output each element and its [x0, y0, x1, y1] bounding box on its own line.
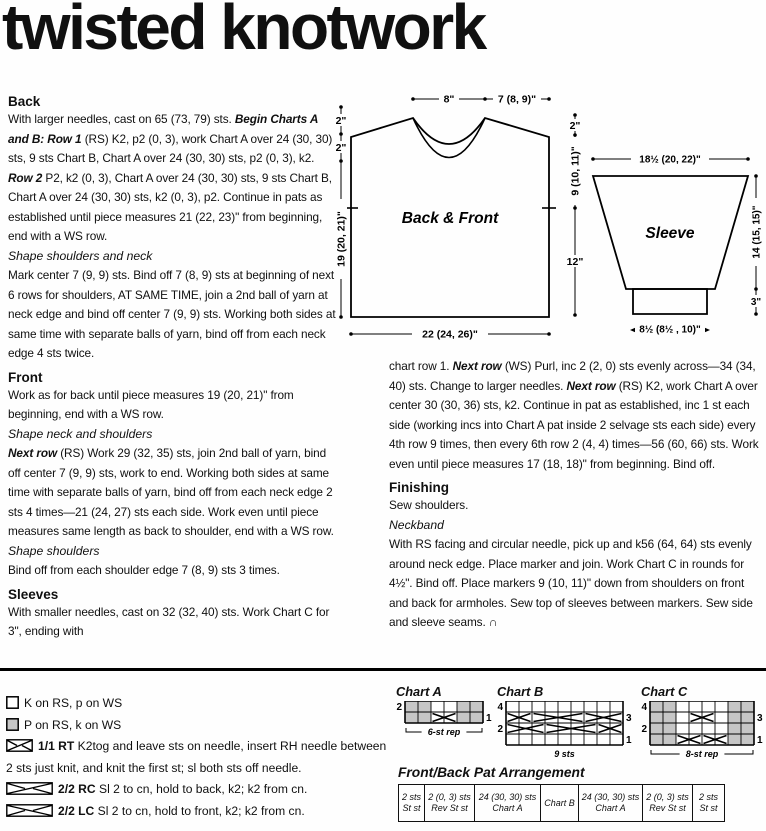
svg-text:2: 2 — [396, 702, 402, 713]
pat-cell: 2 (0, 3) sts Rev St st — [425, 785, 475, 822]
svg-text:1: 1 — [486, 713, 492, 724]
neckband-subheading: Neckband — [389, 517, 444, 532]
pat-arrangement-table — [398, 784, 725, 822]
key-lc: 2/2 LC Sl 2 to cn, hold to front, k2; k2 from cn. — [6, 801, 394, 823]
chart-b-title: Chart B — [497, 684, 544, 699]
dim-sleeve-length: 14 (15, 15)" — [751, 205, 763, 259]
right-column — [389, 357, 763, 633]
svg-text:4: 4 — [641, 702, 647, 713]
page-title: twisted knotwork — [2, 0, 485, 63]
finishing-heading: Finishing — [389, 480, 449, 495]
dim-side-length: 12" — [566, 256, 584, 268]
key-rc: 2/2 RC Sl 2 to cn, hold to back, k2; k2 from cn. — [6, 779, 394, 801]
svg-text:9 sts: 9 sts — [554, 749, 575, 759]
key-rt: 1/1 RT K2tog and leave sts on needle, insert RH needle between 2 sts just knit, and knit the first st; sl both sts off needle. — [6, 739, 387, 775]
svg-text:2: 2 — [641, 724, 647, 735]
section-divider — [0, 668, 766, 671]
1-1-rt-cable-icon — [6, 739, 33, 752]
dim-left-top-b: 2" — [335, 142, 347, 154]
neckband-instructions: With RS facing and circular needle, pick up and k56 (64, 64) sts evenly around neck edge. Place marker and join. Work Chart C in rounds for 4½". Bind off. Place markers 9 (10, 11)" down from shoulders on front and back for armholes. Sew top of sleeves between markers. Sew side and sleeve seams. ∩ — [389, 537, 753, 629]
sleeves-instructions-continued: chart row 1. Next row (WS) Purl, inc 2 (2, 0) sts evenly across—34 (34, 40) sts. Change to larger needles. Next row (RS) K2, work Chart A over center 30 (30, 36) sts, k2. Continue in pat as established, inc 1 st each side (working incs into Chart A pat inside 2 selvage sts each side) every 4th row 9 times, then every 6th row 2 (4, 4) times—56 (60, 66) sts. Work even until piece measures 17 (18, 18)" from beginning. Bind off. — [389, 359, 759, 471]
pat-cell: 24 (30, 30) sts Chart A — [579, 785, 643, 822]
dim-bottom-width: 22 (24, 26)" — [422, 328, 478, 341]
dim-sleeve-top-width: 18½ (20, 22)" — [639, 154, 701, 166]
pat-cell: Chart B — [541, 785, 579, 822]
svg-text:3: 3 — [626, 713, 632, 724]
chart-c-title: Chart C — [641, 684, 688, 699]
chart-b — [497, 684, 632, 767]
sleeve-label: Sleeve — [645, 225, 695, 242]
dim-shoulder-width: 7 (8, 9)" — [497, 93, 537, 106]
front-heading: Front — [8, 369, 43, 385]
chart-a-grid — [396, 701, 492, 745]
svg-text:1: 1 — [626, 735, 632, 746]
svg-text:4: 4 — [497, 702, 503, 713]
back-heading: Back — [8, 94, 41, 109]
back-instructions: With larger needles, cast on 65 (73, 79) sts. Begin Charts A and B: Row 1 (RS) K2, p2 (0, 3), work Chart A over 24 (30, 30) sts, 9 sts Chart B, Chart A over 24 (30, 30) sts, p2 (0, 3), k2. Row 2 P2, k2 (0, 3), Chart A over 24 (30, 30) sts, 9 sts Chart B, Chart A over 24 (30, 30) sts, k2 (0, 3), p2. Continue in pats as established until piece measures 21 (22, 23)" from beginning, end with a WS row. — [8, 112, 333, 243]
purl-square-icon — [6, 718, 19, 731]
dim-right-top: 2" — [569, 120, 581, 132]
pat-arrangement-title: Front/Back Pat Arrangement — [398, 765, 585, 780]
svg-text:6-st rep: 6-st rep — [427, 727, 461, 737]
svg-text:1: 1 — [757, 735, 763, 746]
pat-cell: 24 (30, 30) sts Chart A — [475, 785, 541, 822]
2-2-rc-cable-icon — [6, 782, 53, 795]
pat-cell: 2 sts St st — [399, 785, 425, 822]
key-purl: P on RS, k on WS — [6, 715, 394, 737]
dim-cuff-width: 8½ (8½ , 10)" — [639, 324, 701, 336]
front-neck-curve — [413, 118, 485, 158]
svg-text:3: 3 — [757, 713, 763, 724]
chart-c — [641, 684, 763, 767]
svg-text:2: 2 — [497, 724, 503, 735]
stitch-key — [6, 693, 394, 822]
svg-text:8-st rep: 8-st rep — [685, 749, 719, 759]
front-shoulders-instructions: Bind off from each shoulder edge 7 (8, 9) sts 3 times. — [8, 563, 280, 577]
pat-cell: 2 (0, 3) sts Rev St st — [643, 785, 693, 822]
cuff-outline — [633, 289, 707, 314]
chart-a-title: Chart A — [396, 684, 442, 699]
back-shape-subheading: Shape shoulders and neck — [8, 248, 153, 263]
dim-body-length: 19 (20, 21)" — [335, 211, 348, 267]
left-column — [8, 94, 338, 642]
chart-b-grid — [497, 701, 632, 767]
sleeves-heading: Sleeves — [8, 586, 59, 602]
back-shape-instructions: Mark center 7 (9, 9) sts. Bind off 7 (8, 9) sts at beginning of next 6 rows for shoulders, AT SAME TIME, join a 2nd ball of yarn at neck edge and bind off center 7 (9, 9) sts. Working both sides at same time with separate balls of yarn, bind off from each neck edge 4 sts twice. — [8, 268, 336, 360]
dim-neck-width: 8" — [443, 93, 455, 106]
sleeve-schematic — [574, 126, 766, 366]
sleeves-instructions: With smaller needles, cast on 32 (32, 40) sts. Work Chart C for 3", ending with — [8, 604, 330, 638]
dim-armhole-depth: 9 (10, 11)" — [569, 146, 582, 196]
dim-left-top-a: 2" — [335, 115, 347, 127]
finishing-instructions: Sew shoulders. — [389, 498, 469, 512]
key-knit: K on RS, p on WS — [6, 693, 394, 715]
front-shape-instructions: Next row (RS) Work 29 (32, 35) sts, join 2nd ball of yarn, bind off center 7 (9, 9) sts, work to end. Working both sides at same time with separate balls of yarn, bind off from each neck edge 2 sts 4 times—21 (24, 27) sts each side. Work even until piece measures same length as back to shoulder, end with a WS row. — [8, 446, 334, 538]
back-front-label: Back & Front — [401, 210, 499, 227]
pat-arrangement — [398, 765, 725, 822]
front-shape-subheading: Shape neck and shoulders — [8, 426, 153, 441]
dim-cuff-length: 3" — [750, 297, 762, 308]
2-2-lc-cable-icon — [6, 804, 53, 817]
knit-square-icon — [6, 696, 19, 709]
front-instructions: Work as for back until piece measures 19 (20, 21)" from beginning, end with a WS row. — [8, 387, 294, 421]
chart-a — [396, 684, 492, 745]
back-front-schematic — [333, 85, 585, 350]
chart-c-grid — [641, 701, 763, 767]
end-of-pattern-mark: ∩ — [488, 615, 498, 629]
pat-cell: 2 sts St st — [693, 785, 725, 822]
front-shoulders-subheading: Shape shoulders — [8, 543, 100, 558]
